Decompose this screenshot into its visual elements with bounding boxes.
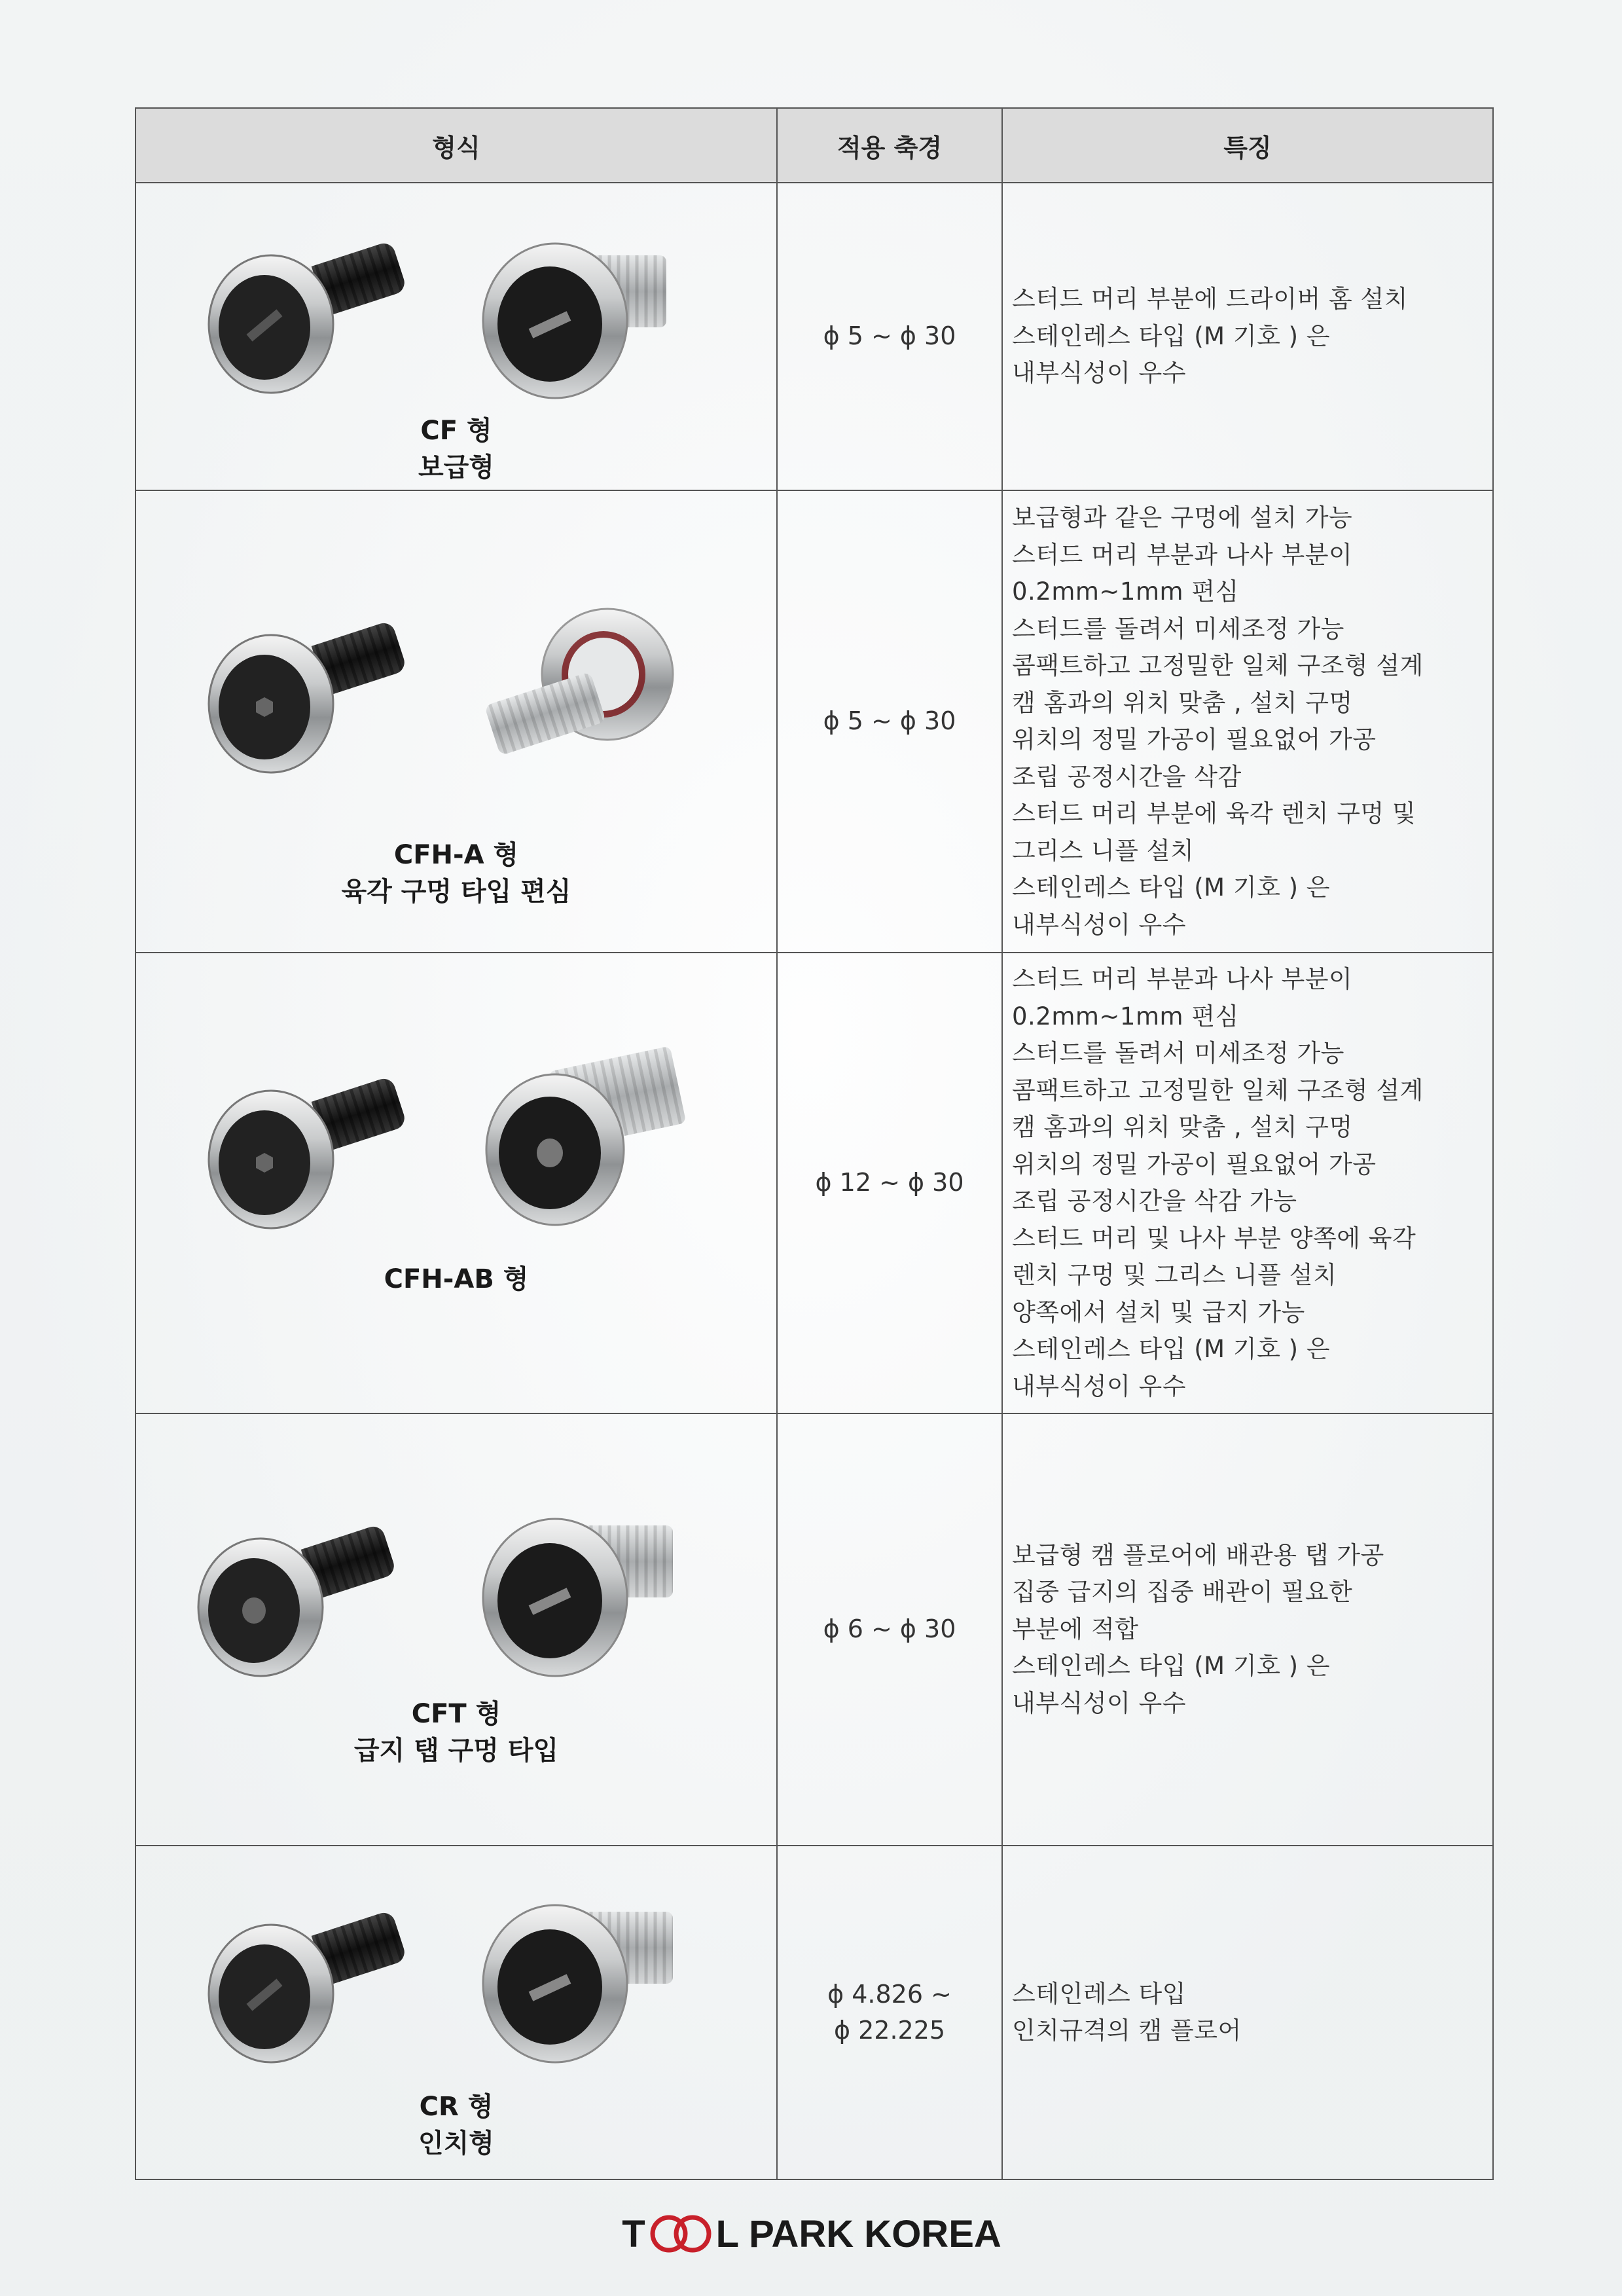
- brand-logo-letter: T: [622, 2212, 645, 2255]
- feature-line: 스터드 머리 부분과 나사 부분이: [1012, 540, 1353, 569]
- type-name: CF 형: [420, 416, 492, 446]
- shaft-cell: [777, 490, 1002, 953]
- feature-line: 위치의 정밀 가공이 필요없어 가공: [1012, 725, 1377, 754]
- feature-line: 내부식성이 우수: [1012, 1372, 1186, 1400]
- spec-table: [135, 107, 1494, 2180]
- shaft-cell: [777, 183, 1002, 490]
- brand-logo: [602, 2208, 1021, 2260]
- type-cell: [135, 490, 777, 953]
- shaft-cell: [777, 1846, 1002, 2179]
- shaft-range: ϕ 12 ~ ϕ 30: [815, 1168, 964, 1197]
- feature-line: 콤팩트하고 고정밀한 일체 구조형 설계: [1012, 651, 1424, 680]
- feature-line: 스터드 머리 부분과 나사 부분이: [1012, 965, 1353, 993]
- feature-line: 스테인레스 타입 (M 기호 ) 은: [1012, 1335, 1331, 1363]
- feature-line: 조립 공정시간을 삭감: [1012, 762, 1242, 791]
- feature-line: 그리스 니플 설치: [1012, 836, 1195, 865]
- feature-line: 내부식성이 우수: [1012, 359, 1186, 388]
- feature-line: 내부식성이 우수: [1012, 1688, 1186, 1717]
- feature-line: 인치규격의 캠 플로어: [1012, 2016, 1242, 2045]
- cam-follower-image: [199, 589, 415, 786]
- shaft-cell: [777, 1413, 1002, 1846]
- type-name: CFH-AB 형: [384, 1264, 529, 1294]
- feature-line: 부분에 적합: [1012, 1614, 1139, 1643]
- cam-follower-image: [463, 602, 686, 799]
- table-header-row: [135, 108, 1493, 183]
- type-subname: 급지 탭 구멍 타입: [353, 1736, 559, 1766]
- table-row: [135, 1846, 1493, 2179]
- cam-follower-image: [477, 1038, 693, 1235]
- type-subname: 보급형: [418, 452, 494, 483]
- shaft-cell: [777, 953, 1002, 1413]
- type-cell: [135, 953, 777, 1413]
- table-row: [135, 183, 1493, 490]
- shaft-range: ϕ 5 ~ ϕ 30: [823, 706, 956, 736]
- feature-line: 스터드를 돌려서 미세조정 가능: [1012, 614, 1344, 643]
- feature-line: 캠 홈과의 위치 맞춤 , 설치 구멍: [1012, 1113, 1353, 1141]
- header-type: 형식: [135, 108, 777, 183]
- type-subname: 육각 구멍 타입 편심: [341, 877, 571, 907]
- features-cell: [1002, 1846, 1493, 2179]
- features-cell: [1002, 183, 1493, 490]
- shaft-range: ϕ 6 ~ ϕ 30: [823, 1614, 956, 1644]
- feature-line: 집중 급지의 집중 배관이 필요한: [1012, 1578, 1353, 1607]
- logo-rings-icon: [647, 2214, 715, 2254]
- type-cell: [135, 183, 777, 490]
- cam-follower-image: [199, 210, 415, 406]
- feature-line: 양쪽에서 설치 및 급지 가능: [1012, 1298, 1305, 1326]
- type-name: CR 형: [419, 2092, 494, 2122]
- cam-follower-image: [199, 1879, 415, 2075]
- type-cell: [135, 1413, 777, 1846]
- feature-line: 콤팩트하고 고정밀한 일체 구조형 설계: [1012, 1076, 1424, 1104]
- type-name: CFH-A 형: [393, 840, 519, 870]
- feature-line: 캠 홈과의 위치 맞춤 , 설치 구멍: [1012, 688, 1353, 717]
- feature-line: 스터드를 돌려서 미세조정 가능: [1012, 1039, 1344, 1067]
- feature-line: 조립 공정시간을 삭감 가능: [1012, 1187, 1297, 1215]
- features-cell: [1002, 490, 1493, 953]
- shaft-range: ϕ 4.826 ~: [827, 1979, 952, 2009]
- feature-line: 보급형 캠 플로어에 배관용 탭 가공: [1012, 1540, 1384, 1569]
- shaft-range: ϕ 5 ~ ϕ 30: [823, 321, 956, 351]
- feature-line: 0.2mm~1mm 편심: [1012, 1002, 1239, 1030]
- cam-follower-image: [189, 1493, 411, 1689]
- features-cell: [1002, 953, 1493, 1413]
- type-cell: [135, 1846, 777, 2179]
- feature-line: 렌치 구멍 및 그리스 니플 설치: [1012, 1261, 1337, 1289]
- shaft-range: ϕ 22.225: [833, 2016, 946, 2045]
- header-features: 특징: [1002, 108, 1493, 183]
- type-name: CFT 형: [411, 1699, 501, 1729]
- table-row: [135, 1413, 1493, 1846]
- feature-line: 스테인레스 타입 (M 기호 ) 은: [1012, 1652, 1331, 1681]
- brand-logo-text: L PARK KOREA: [715, 2212, 1001, 2255]
- feature-line: 스테인레스 타입 (M 기호 ) 은: [1012, 321, 1331, 350]
- header-shaft: 적용 축경: [777, 108, 1002, 183]
- feature-line: 스터드 머리 부분에 육각 렌치 구멍 및: [1012, 799, 1416, 828]
- feature-line: 0.2mm~1mm 편심: [1012, 577, 1239, 606]
- feature-line: 위치의 정밀 가공이 필요없어 가공: [1012, 1150, 1377, 1178]
- table-row: [135, 490, 1493, 953]
- features-cell: [1002, 1413, 1493, 1846]
- type-subname: 인치형: [418, 2128, 494, 2159]
- feature-line: 스터드 머리 및 나사 부분 양쪽에 육각: [1012, 1224, 1416, 1252]
- cam-follower-image: [477, 1886, 693, 2075]
- table-row: [135, 953, 1493, 1413]
- feature-line: 스터드 머리 부분에 드라이버 홈 설치: [1012, 285, 1408, 314]
- feature-line: 내부식성이 우수: [1012, 910, 1186, 939]
- cam-follower-image: [477, 229, 673, 399]
- feature-line: 스테인레스 타입 (M 기호 ) 은: [1012, 873, 1331, 902]
- feature-line: 스테인레스 타입: [1012, 1979, 1186, 2008]
- cam-follower-image: [477, 1499, 693, 1689]
- cam-follower-image: [199, 1045, 415, 1241]
- feature-line: 보급형과 같은 구멍에 설치 가능: [1012, 503, 1353, 532]
